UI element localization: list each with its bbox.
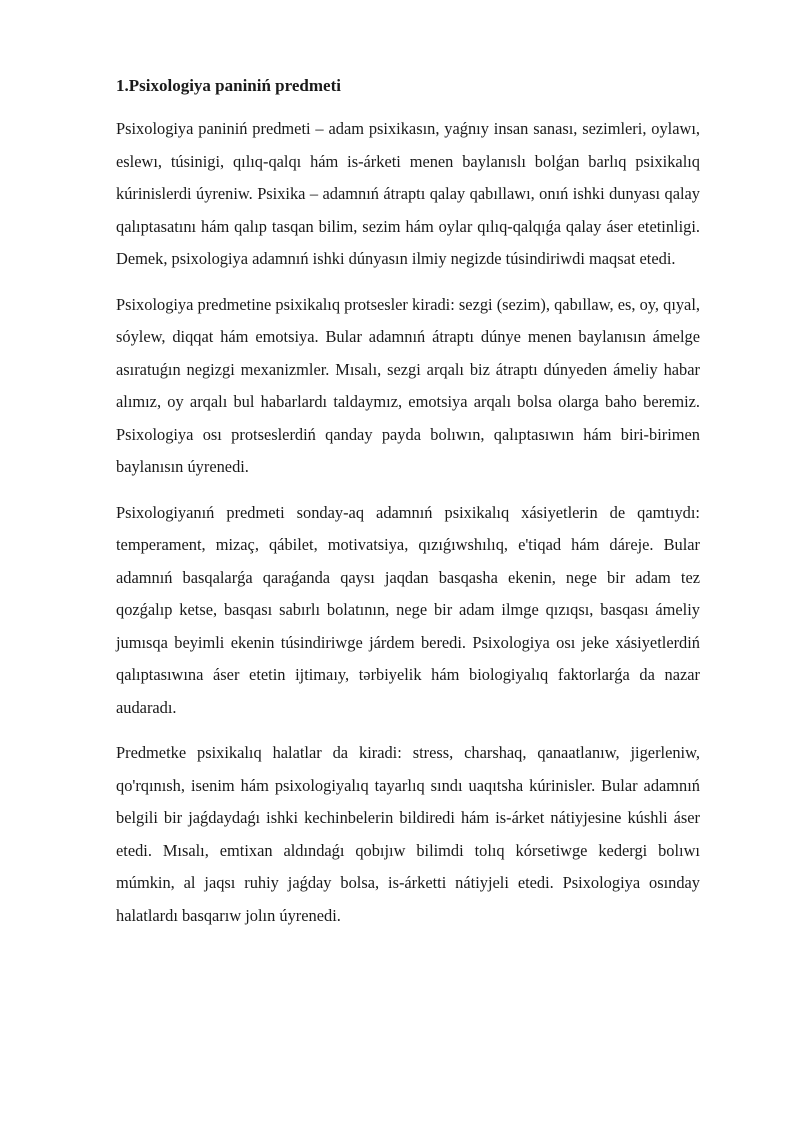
section-heading: 1.Psixologiya paniniń predmeti	[116, 76, 341, 95]
document-body	[116, 74, 700, 945]
paragraph-2: Psixologiya predmetine psixikalıq protsesler kiradi: sezgi (sezim), qabıllaw, es, oy, qıyal, sóylew, diqqat hám emotsiya. Bular adamnıń átraptı dúnye menen baylanısın ámelge asıratuǵın negizgi mexanizmler. Mısalı, sezgi arqalı biz átraptı dúnyeden ámeliy habar alımız, oy arqalı bul habarlardı taldaymız, emotsiya arqalı bolsa olarga baho beremiz. Psixologiya osı protseslerdiń qanday payda bolıwın, qalıptasıwın hám biri-birimen baylanısın úyrenedi.	[116, 294, 700, 476]
paragraph-3: Psixologiyanıń predmeti sonday-aq adamnıń psixikalıq xásiyetlerin de qamtıydı: temperament, mizaç, qábilet, motivatsiya, qızıǵıwshılıq, e'tiqad hám dáreje. Bular adamnıń basqalarǵa qaraǵanda qaysı jaqdan basqasha ekenin, nege bir adam tez qozǵalıp ketse, basqası sabırlı bolatının, nege bir adam ilmge qızıqsı, basqası ámeliy jumısqa beyimli ekenin túsindiriwge járdem beredi. Psixologiya osı jeke xásiyetlerdiń qalıptasıwına áser etetin ijtimaıy, tərbiyelik hám biologiyalıq faktorlarǵa da nazar audaradı.	[116, 502, 700, 717]
paragraph-4: Predmetke psixikalıq halatlar da kiradi: stress, charshaq, qanaatlanıw, jigerleniw, qo'rqınısh, isenim hám psixologiyalıq tayarlıq sındı uaqıtsha kúrinisler. Bular adamnıń belgili bir jaǵdaydaǵı ishki kechinbelerin bildiredi hám is-árket nátiyjesine kúshli áser etedi. Mısalı, emtixan aldındaǵı qobıjıw bilimdi tolıq kórsetiwge kedergi bolıwı múmkin, al jaqsı ruhiy jaǵday bolsa, is-árketti nátiyjeli etedi. Psixologiya osınday halatlardı basqarıw jolın úyrenedi.	[116, 743, 700, 925]
paragraph-1: Psixologiya paniniń predmeti – adam psixikasın, yaǵnıy insan sanası, sezimleri, oylawı, eslewı, túsinigi, qılıq-qalqı hám is-árketi menen baylanıslı bolǵan barlıq psixikalıq kúrinislerdi úyreniw. Psixika – adamnıń átraptı qalay qabıllawı, onıń ishki dunyası qalay qalıptasatını hám qalıp tasqan bilim, sezim hám oylar qılıq-qalqıǵa qalay áser etetinligi. Demek, psixologiya adamnıń ishki dúnyasın ilmiy negizde túsindiriwdi maqsat etedi.	[116, 119, 700, 268]
